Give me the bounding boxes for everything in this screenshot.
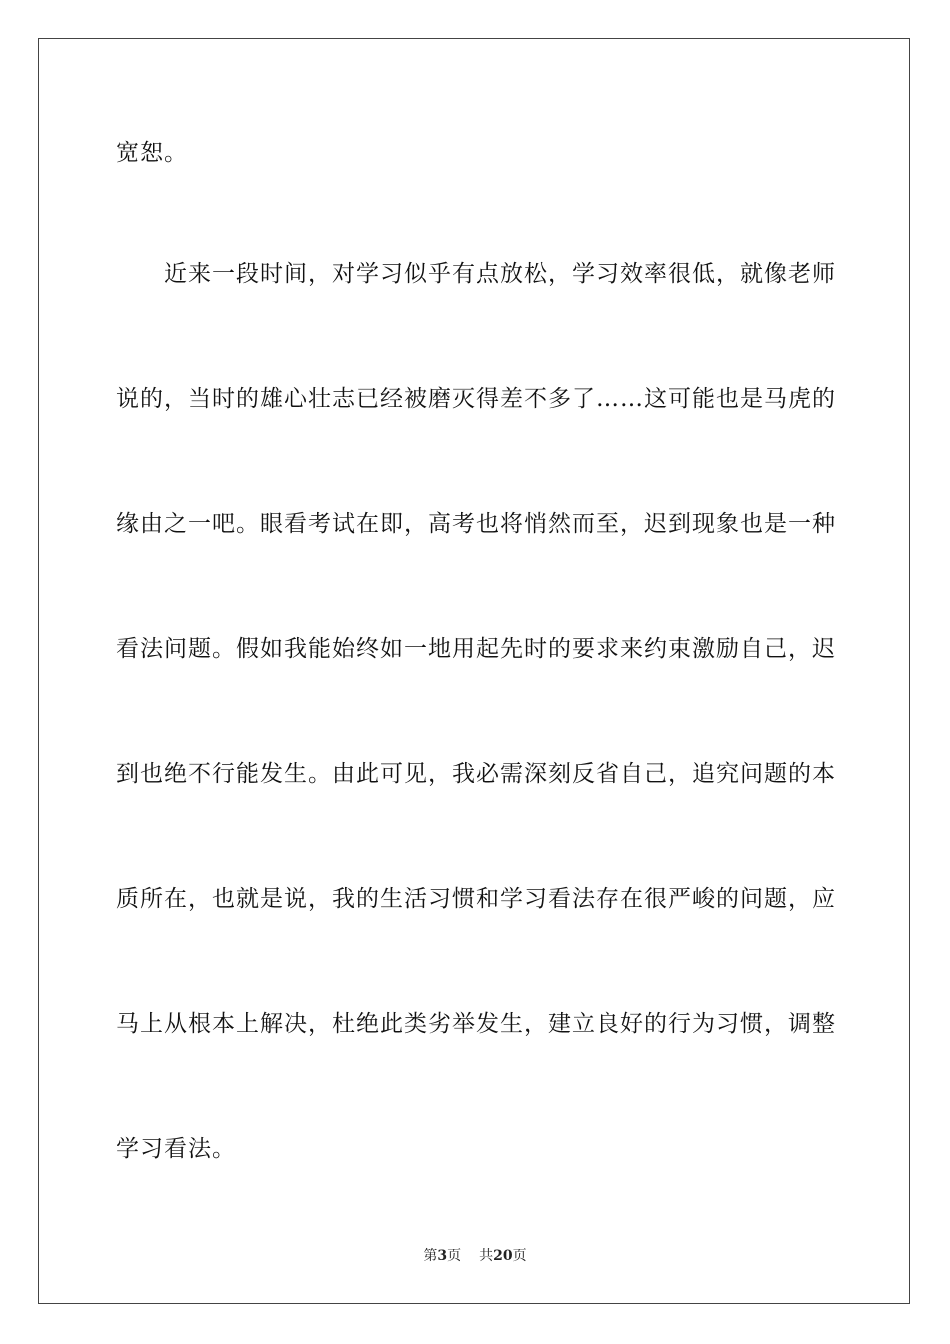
page-frame — [38, 38, 910, 1304]
text-line-3: 说的，当时的雄心壮志已经被磨灭得差不多了……这可能也是马虎的 — [116, 386, 836, 412]
text-line-5: 看法问题。假如我能始终如一地用起先时的要求来约束激励自己，迟 — [116, 636, 836, 662]
text-line-4: 缘由之一吧。眼看考试在即，高考也将悄然而至，迟到现象也是一种 — [116, 511, 836, 537]
text-line-1: 宽恕。 — [116, 140, 188, 166]
text-line-7: 质所在，也就是说，我的生活习惯和学习看法存在很严峻的问题，应 — [116, 886, 836, 912]
text-line-8: 马上从根本上解决，杜绝此类劣举发生，建立良好的行为习惯，调整 — [116, 1011, 836, 1037]
total-pages: 20 — [493, 1248, 513, 1264]
total-prefix: 共 — [479, 1248, 494, 1264]
text-line-6: 到也绝不行能发生。由此可见，我必需深刻反省自己，追究问题的本 — [116, 761, 836, 787]
text-line-2: 近来一段时间，对学习似乎有点放松，学习效率很低，就像老师 — [164, 261, 836, 287]
text-line-9: 学习看法。 — [116, 1136, 236, 1162]
total-suffix: 页 — [512, 1248, 527, 1264]
page-prefix: 第 — [423, 1248, 438, 1264]
page-footer — [0, 1247, 950, 1265]
page-number: 3 — [437, 1248, 448, 1264]
page-suffix: 页 — [447, 1248, 462, 1264]
